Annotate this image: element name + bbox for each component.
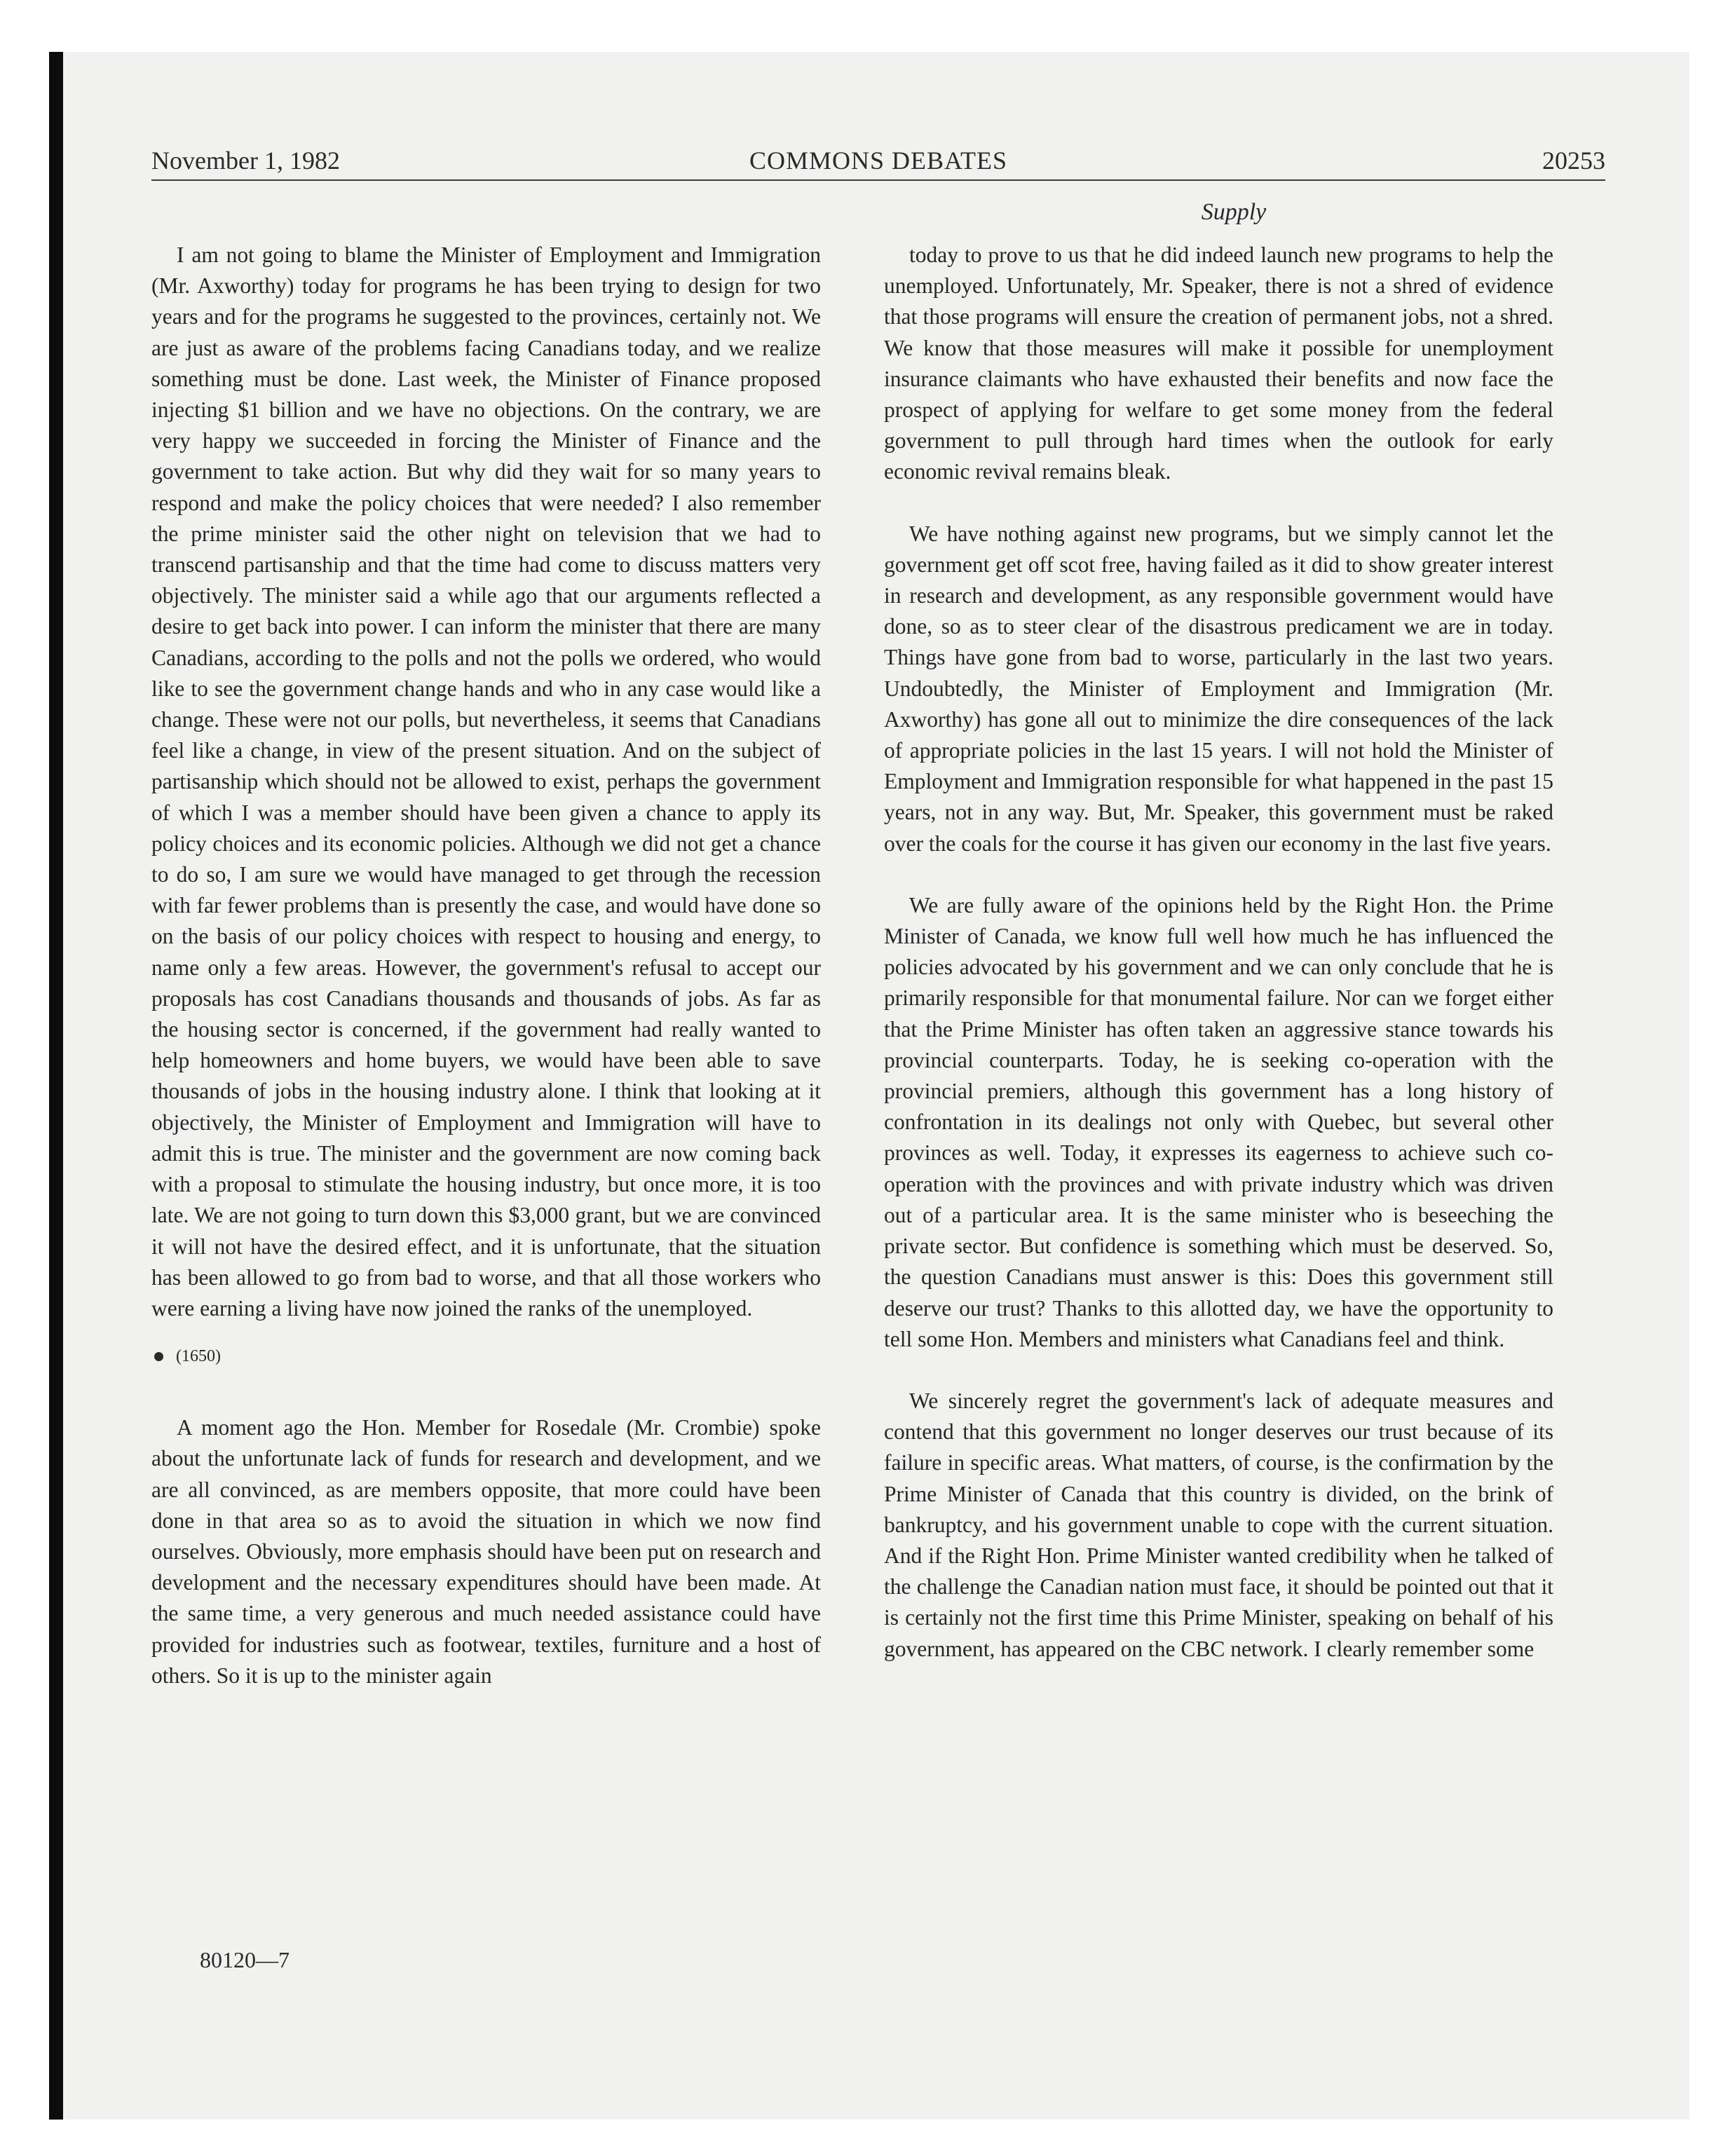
timestamp-marker bbox=[151, 1342, 821, 1370]
publication-title: COMMONS DEBATES bbox=[749, 146, 1008, 175]
paragraph: I am not going to blame the Minister of Employment and Immigration (Mr. Axworthy) today for programs he has been trying to design for two years and for the programs he suggested to the provinces, certainly not. We are just as aware of the problems facing Canadians today, and we realize something must be done. Last week, the Minister of Finance proposed injecting $1 billion and we have no objections. On the contrary, we are very happy we succeeded in forcing the Minister of Finance and the government to take action. But why did they wait for so many years to respond and make the policy choices that were needed? I also remember the prime minister said the other night on television that we had to transcend partisanship and that the time had come to discuss matters very objectively. The minister said a while ago that our arguments reflected a desire to get back into power. I can inform the minister that there are many Canadians, according to the polls and not the polls we ordered, who would like to see the government change hands and who in any case would like a change. These were not our polls, but nevertheless, it seems that Canadians feel like a change, in view of the present situation. And on the subject of partisanship which should not be allowed to exist, perhaps the government of which I was a member should have been given a chance to apply its policy choices and its economic policies. Although we did not get a chance to do so, I am sure we would have managed to get through the recession with far fewer problems than is presently the case, and would have done so on the basis of our policy choices with respect to housing and energy, to name only a few areas. However, the government's refusal to accept our proposals has cost Canadians thousands and thousands of jobs. As far as the housing sector is concerned, if the government had really wanted to help homeowners and home buyers, we would have been able to save thousands of jobs in the housing industry alone. I think that looking at it objectively, the Minister of Employment and Immigration will have to admit this is true. The minister and the government are now coming back with a proposal to stimulate the housing industry, but once more, it is too late. We are not going to turn down this $3,000 grant, but we are convinced it will not have the desired effect, and it is unfortunate, that the situation has been allowed to go from bad to worse, and that all those workers who were earning a living have now joined the ranks of the unemployed. bbox=[151, 243, 821, 1321]
right-column bbox=[884, 240, 1553, 1665]
section-label: Supply bbox=[1201, 199, 1267, 225]
left-column bbox=[151, 240, 821, 1691]
binding-edge bbox=[49, 52, 63, 2120]
paragraph: We are fully aware of the opinions held by the Right Hon. the Prime Minister of Canada, we know full well how much he has influenced the policies advocated by his government and we can only conclude that he is primarily responsible for that monumental failure. Nor can we forget either that the Prime Minister has often taken an aggressive stance towards his provincial counterparts. Today, he is seeking co-operation with the provincial premiers, although this government has a long history of confrontation in its dealings not only with Quebec, but several other provinces as well. Today, it expresses its eagerness to achieve such co-operation with the provinces and with private industry which was driven out of a particular area. It is the same minister who is beseeching the private sector. But confidence is something which must be deserved. So, the question Canadians must answer is this: Does this government still deserve our trust? Thanks to this allotted day, we have the opportunity to tell some Hon. Members and ministers what Canadians feel and think. bbox=[884, 892, 1553, 1351]
header-date: November 1, 1982 bbox=[151, 146, 340, 175]
running-head bbox=[151, 146, 1605, 182]
header-rule bbox=[151, 179, 1605, 181]
bullet-icon bbox=[154, 1352, 163, 1361]
paragraph: We have nothing against new programs, but we simply cannot let the government get off scot free, having failed as it did to show greater interest in research and development, as any responsible government would have done, so as to steer clear of the disastrous predicament we are in today. Things have gone from bad to worse, particularly in the last two years. Undoubtedly, the Minister of Employment and Immigration (Mr. Axworthy) has gone all out to minimize the dire consequences of the lack of appropriate policies in the last 15 years. I will not hold the Minister of Employment and Immigration responsible for what happened in the past 15 years, not in any way. But, Mr. Speaker, this government must be raked over the coals for the course it has given our economy in the last five years. bbox=[884, 521, 1553, 856]
paragraph: A moment ago the Hon. Member for Rosedale (Mr. Crombie) spoke about the unfortunate lack of funds for research and development, and we are all convinced, as are members opposite, that more could have been done in that area so as to avoid the situation in which we now find ourselves. Obviously, more emphasis should have been put on research and development and the necessary expenditures should have been made. At the same time, a very generous and much needed assistance could have provided for industries such as footwear, textiles, furniture and a host of others. So it is up to the minister again bbox=[151, 1415, 821, 1688]
paragraph: We sincerely regret the government's lack of adequate measures and contend that this government no longer deserves our trust because of its failure in specific areas. What matters, of course, is the confirmation by the Prime Minister of Canada that this country is divided, on the brink of bankruptcy, and his government unable to cope with the current situation. And if the Right Hon. Prime Minister wanted credibility when he talked of the challenge the Canadian nation must face, it should be pointed out that it is certainly not the first time this Prime Minister, speaking on behalf of his government, has appeared on the CBC network. I clearly remember some bbox=[884, 1388, 1553, 1661]
folio-number: 80120—7 bbox=[200, 1947, 290, 1972]
paragraph: today to prove to us that he did indeed launch new programs to help the unemployed. Unfortunately, Mr. Speaker, there is not a shred of evidence that those programs will ensure the creation of permanent jobs, not a shred. We know that those measures will make it possible for unemployment insurance claimants who have exhausted their benefits and now face the prospect of applying for welfare to get some money from the federal government to pull through hard times when the outlook for early economic revival remains bleak. bbox=[884, 243, 1553, 484]
page-number: 20253 bbox=[1542, 146, 1605, 175]
timestamp-text: (1650) bbox=[176, 1347, 221, 1366]
